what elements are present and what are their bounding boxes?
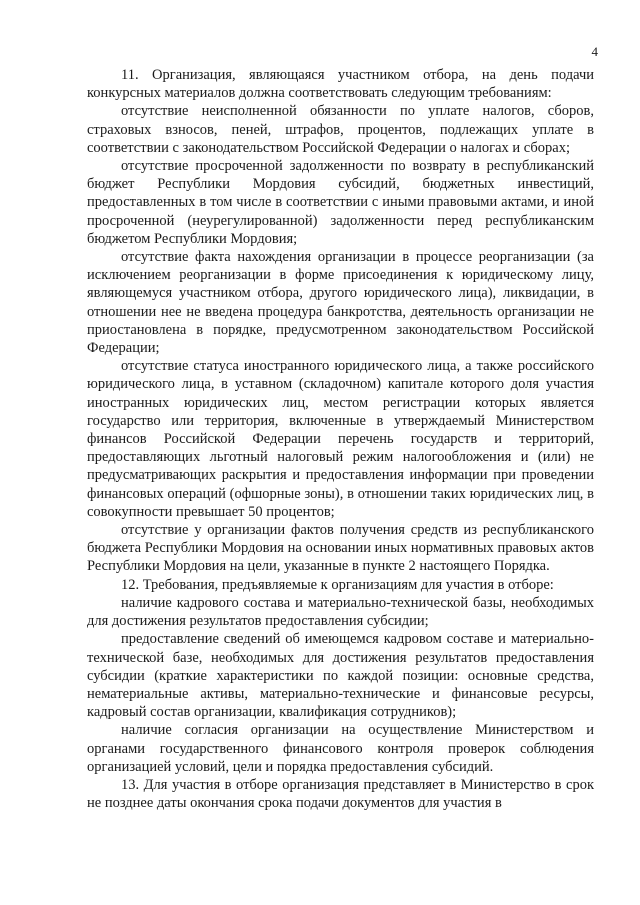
page-number: 4	[591, 44, 598, 59]
paragraph-no-overdue-debt: отсутствие просроченной задолженности по возврату в республиканский бюджет Республики Мордовия субсидий, бюджетных инвестиций, предоставленных в том числе в соответствии с иными правовыми актами, и иной просроченной (неурегулированной) задолженности перед республиканским бюджетом Республики Мордовия;	[87, 158, 594, 247]
paragraph-staff-base: наличие кадрового состава и материально-технической базы, необходимых для достижения результатов предоставления субсидии;	[87, 594, 594, 630]
paragraph-no-foreign-status: отсутствие статуса иностранного юридического лица, а также российского юридического лица, в уставном (складочном) капитале которого доля участия иностранных юридических лиц, местом регистрации которых является государство или территория, включенные в утверждаемый Министерством финансов Российской Федерации перечень государств и территорий, предоставляющих льготный налоговый режим налогообложения и (или) не предусматривающих раскрытия и предоставления информации при проведении финансовых операций (офшорные зоны), в отношении таких юридических лиц, в совокупности превышает 50 процентов;	[87, 358, 594, 520]
paragraph-12-intro: 12. Требования, предъявляемые к организациям для участия в отборе:	[121, 576, 554, 593]
paragraph-13-intro: 13. Для участия в отборе организация представляет в Министерство в срок не позднее даты окончания срока подачи документов для участия в	[87, 776, 594, 812]
paragraph-no-other-funds: отсутствие у организации фактов получения средств из республиканского бюджета Республики Мордовия на основании иных нормативных правовых актов Республики Мордовия на цели, указанные в пункте 2 настоящего Порядка.	[87, 522, 594, 575]
document-body	[87, 66, 594, 812]
paragraph-no-reorganization: отсутствие факта нахождения организации в процессе реорганизации (за исключением реорганизации в форме присоединения к юридическому лицу, являющемуся участником отбора, другого юридического лица), ликвидации, в отношении нее не введена процедура банкротства, деятельность организации не приостановлена в порядке, предусмотренном законодательством Российской Федерации;	[87, 249, 594, 357]
paragraph-consent: наличие согласия организации на осуществление Министерством и органами государственного финансового контроля проверок соблюдения организацией условий, цели и порядка предоставления субсидий.	[87, 722, 594, 775]
paragraph-no-tax-debt: отсутствие неисполненной обязанности по уплате налогов, сборов, страховых взносов, пеней, штрафов, процентов, подлежащих уплате в соответствии с законодательством Российской Федерации о налогах и сборах;	[87, 103, 594, 156]
paragraph-staff-info: предоставление сведений об имеющемся кадровом составе и материально-технической базе, необходимых для достижения результатов предоставления субсидии (краткие характеристики по каждой позиции: основные средства, нематериальные активы, материально-технические и финансовые ресурсы, кадровый состав организации, квалификация сотрудников);	[87, 631, 594, 721]
paragraph-11-intro: 11. Организация, являющаяся участником отбора, на день подачи конкурсных материалов должна соответствовать следующим требованиям:	[87, 67, 594, 102]
